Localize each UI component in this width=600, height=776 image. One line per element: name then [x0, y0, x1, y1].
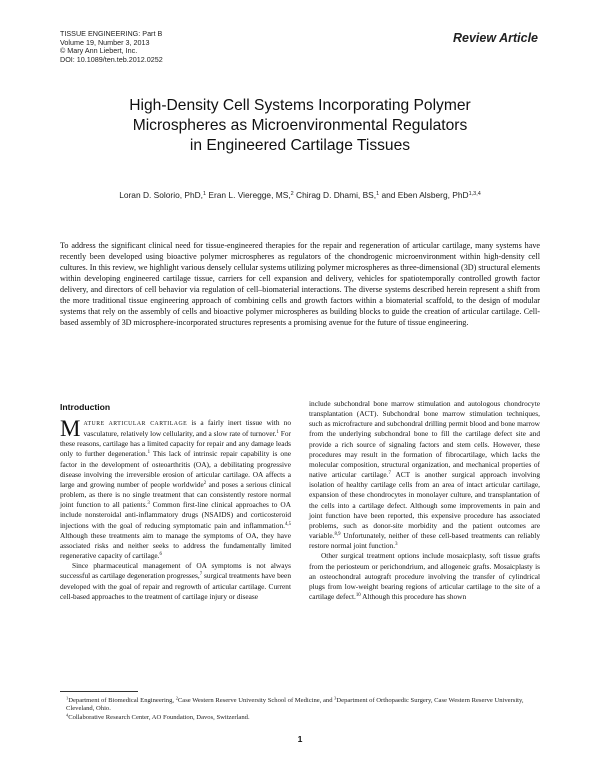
abstract: To address the significant clinical need for tissue-engineered therapies for the repair and regeneration of articular cartilage, many systems have recently been developed using bioactive polymer microspheres as regulators of the chondrogenic microenvironment within high-density cell cultures. In this review, we highlight various densely cellular systems utilizing polymer microspheres as three-dimensional (3D) structural elements within developing engineered cartilage tissue, carriers for cell expansion and delivery, vehicles for spatiotemporally controlled growth factor delivery, and directors of cell behavior via regulation of cell–biomaterial interactions. The diverse systems described herein represent a shift from the more traditional tissue engineering approach of combining cells and growth factors within a biomaterial scaffold, to the design of modular systems that rely on the assembly of cells and bioactive polymer microspheres as building blocks to guide the creation of articular cartilage. Cell-based assembly of 3D microsphere-incorporated structures represents a promising avenue for the future of tissue engineering.	[60, 241, 540, 328]
author-name: Eran L. Vieregge, MS,	[208, 190, 291, 200]
intro-paragraph-1	[60, 418, 291, 561]
affiliation-line-2: $^4$Collaborative Research Center, AO Foundation, Davos, Switzerland.	[66, 712, 250, 721]
author-affiliation-marker: 2	[290, 191, 294, 197]
journal-name: TISSUE ENGINEERING: Part B	[60, 29, 163, 38]
journal-copyright: © Mary Ann Liebert, Inc.	[60, 46, 138, 56]
reference-marker: 10	[355, 592, 361, 598]
reference-marker: 6	[159, 552, 162, 558]
author-name: Loran D. Solorio, PhD,	[119, 190, 203, 200]
reference-marker: 7	[199, 572, 203, 578]
drop-cap: M	[60, 416, 81, 441]
author-name: Chirag D. Dhami, BS,	[296, 190, 377, 200]
title-line-1: High-Density Cell Systems Incorporating Polymer	[129, 97, 471, 114]
small-caps-lead: ATURE ARTICULAR CARTILAGE	[83, 421, 188, 427]
reference-marker: 4,5	[285, 521, 291, 527]
intro-paragraph-4: Other surgical treatment options include mosaicplasty, soft tissue grafts from the periosteum or perichondrium, and allogeneic grafts. Mosaicplasty is an osteochondral autograft procedure involving the transfer of cylindrical plugs from low-weight bearing regions of articular cartilage to the site of a cartilage defect.$^{10}$ Although this procedure has shown	[309, 551, 540, 601]
affiliation-line-1: $^1$Department of Biomedical Engineering, $^2$Case Western Reserve University School of Medicine, and $^3$Department of Orthopaedic Surgery, Case Western Reserve University, Cleveland, Ohio.	[66, 695, 524, 713]
intro-paragraph-1-text: is a fairly inert tissue with no vasculature, relatively low cellularity, and a slow rate of turnover.$^1$ For these reasons, cartilage has a limited capacity for repair and any damage leads only to further degeneration.$^1$ This lack of intrinsic repair capability is one factor in the development of osteoarthritis (OA), a debilitating progressive disease involving the irreversible erosion of articular cartilage. OA affects a large and growing number of people worldwide$^2$ and poses a serious clinical problem, as there is no single treatment that can consistently restore normal joint function to all patients.$^3$ Common first-line clinical approaches to OA include nonsteroidal anti-inflammatory drugs (NSAIDS) and corticosteroid injections with the goal of reducing symptomatic pain and inflammation.$^{4,5}$ Although these treatments aim to manage the symptoms of OA, they have associated risks and neither seeks to address the fundamentally limited regenerative capacity of cartilage.$^6$	[60, 418, 292, 561]
reference-marker: 7	[388, 471, 391, 477]
author-list: Loran D. Solorio, PhD,$^1$ Eran L. Vieregge, MS,$^2$ Chirag D. Dhami, BS,$^1$ and Eben Alsberg, PhD$^{1,3,4}$	[119, 190, 481, 200]
reference-marker: 8,9	[334, 532, 341, 538]
page-number: 1	[297, 734, 303, 744]
journal-doi: DOI: 10.1089/ten.teb.2012.0252	[60, 54, 163, 64]
intro-paragraph-2: Since pharmaceutical management of OA symptoms is not always successful as cartilage degeneration progresses,$^7$ surgical treatments have been developed with the goal of repair and regrowth of articular cartilage. Current cell-based approaches to the treatment of cartilage injury or disease	[60, 561, 291, 601]
body-column-right	[309, 399, 540, 602]
author-name: Eben Alsberg, PhD	[397, 190, 469, 200]
article-title	[60, 96, 540, 156]
body-column-left	[60, 418, 291, 602]
title-line-3: in Engineered Cartilage Tissues	[189, 137, 411, 154]
author-affiliation-marker: 1	[203, 191, 207, 197]
author-affiliation-marker: 1	[376, 191, 380, 197]
journal-volume: Volume 19, Number 3, 2013	[60, 37, 150, 47]
article-type-label: Review Article	[453, 31, 538, 45]
footnote-divider	[60, 691, 138, 692]
journal-info	[60, 30, 163, 64]
reference-marker: 3	[395, 542, 398, 548]
reference-marker: 2	[203, 480, 207, 486]
author-affiliation-marker: 1,3,4	[468, 191, 481, 197]
section-heading-introduction: Introduction	[60, 402, 111, 412]
reference-marker: 3	[147, 501, 150, 507]
reference-marker: 1	[147, 450, 150, 456]
affiliation-footnotes	[60, 697, 540, 722]
reference-marker: 1	[276, 430, 279, 436]
title-line-2: Microspheres as Microenvironmental Regulators	[132, 117, 468, 134]
intro-paragraph-3: include subchondral bone marrow stimulation and autologous chondrocyte transplantation (ACT). Subchondral bone marrow stimulation techniques, such as microfracture and subchondral drilling permit blood and bone marrow from the underlying subchondral bone to fill the cartilage defect site and provide a rich source of signaling factors and stem cells. However, these procedures may result in the formation of fibrocartilage, which lacks the molecular composition, structural organization, and mechanical properties of native articular cartilage.$^7$ ACT is another surgical approach involving isolation of healthy cartilage cells from an area of intact articular cartilage, expansion of these chondrocytes in monolayer culture, and transplantation of the cells into a cartilage defect. Although some improvements in pain and joint function have been reported, this expensive procedure has associated problems, such as donor-site morbidity and the patient outcomes are variable.$^{8,9}$ Unfortunately, neither of these cell-based treatments can reliably restore normal joint function.$^3$	[309, 399, 540, 551]
